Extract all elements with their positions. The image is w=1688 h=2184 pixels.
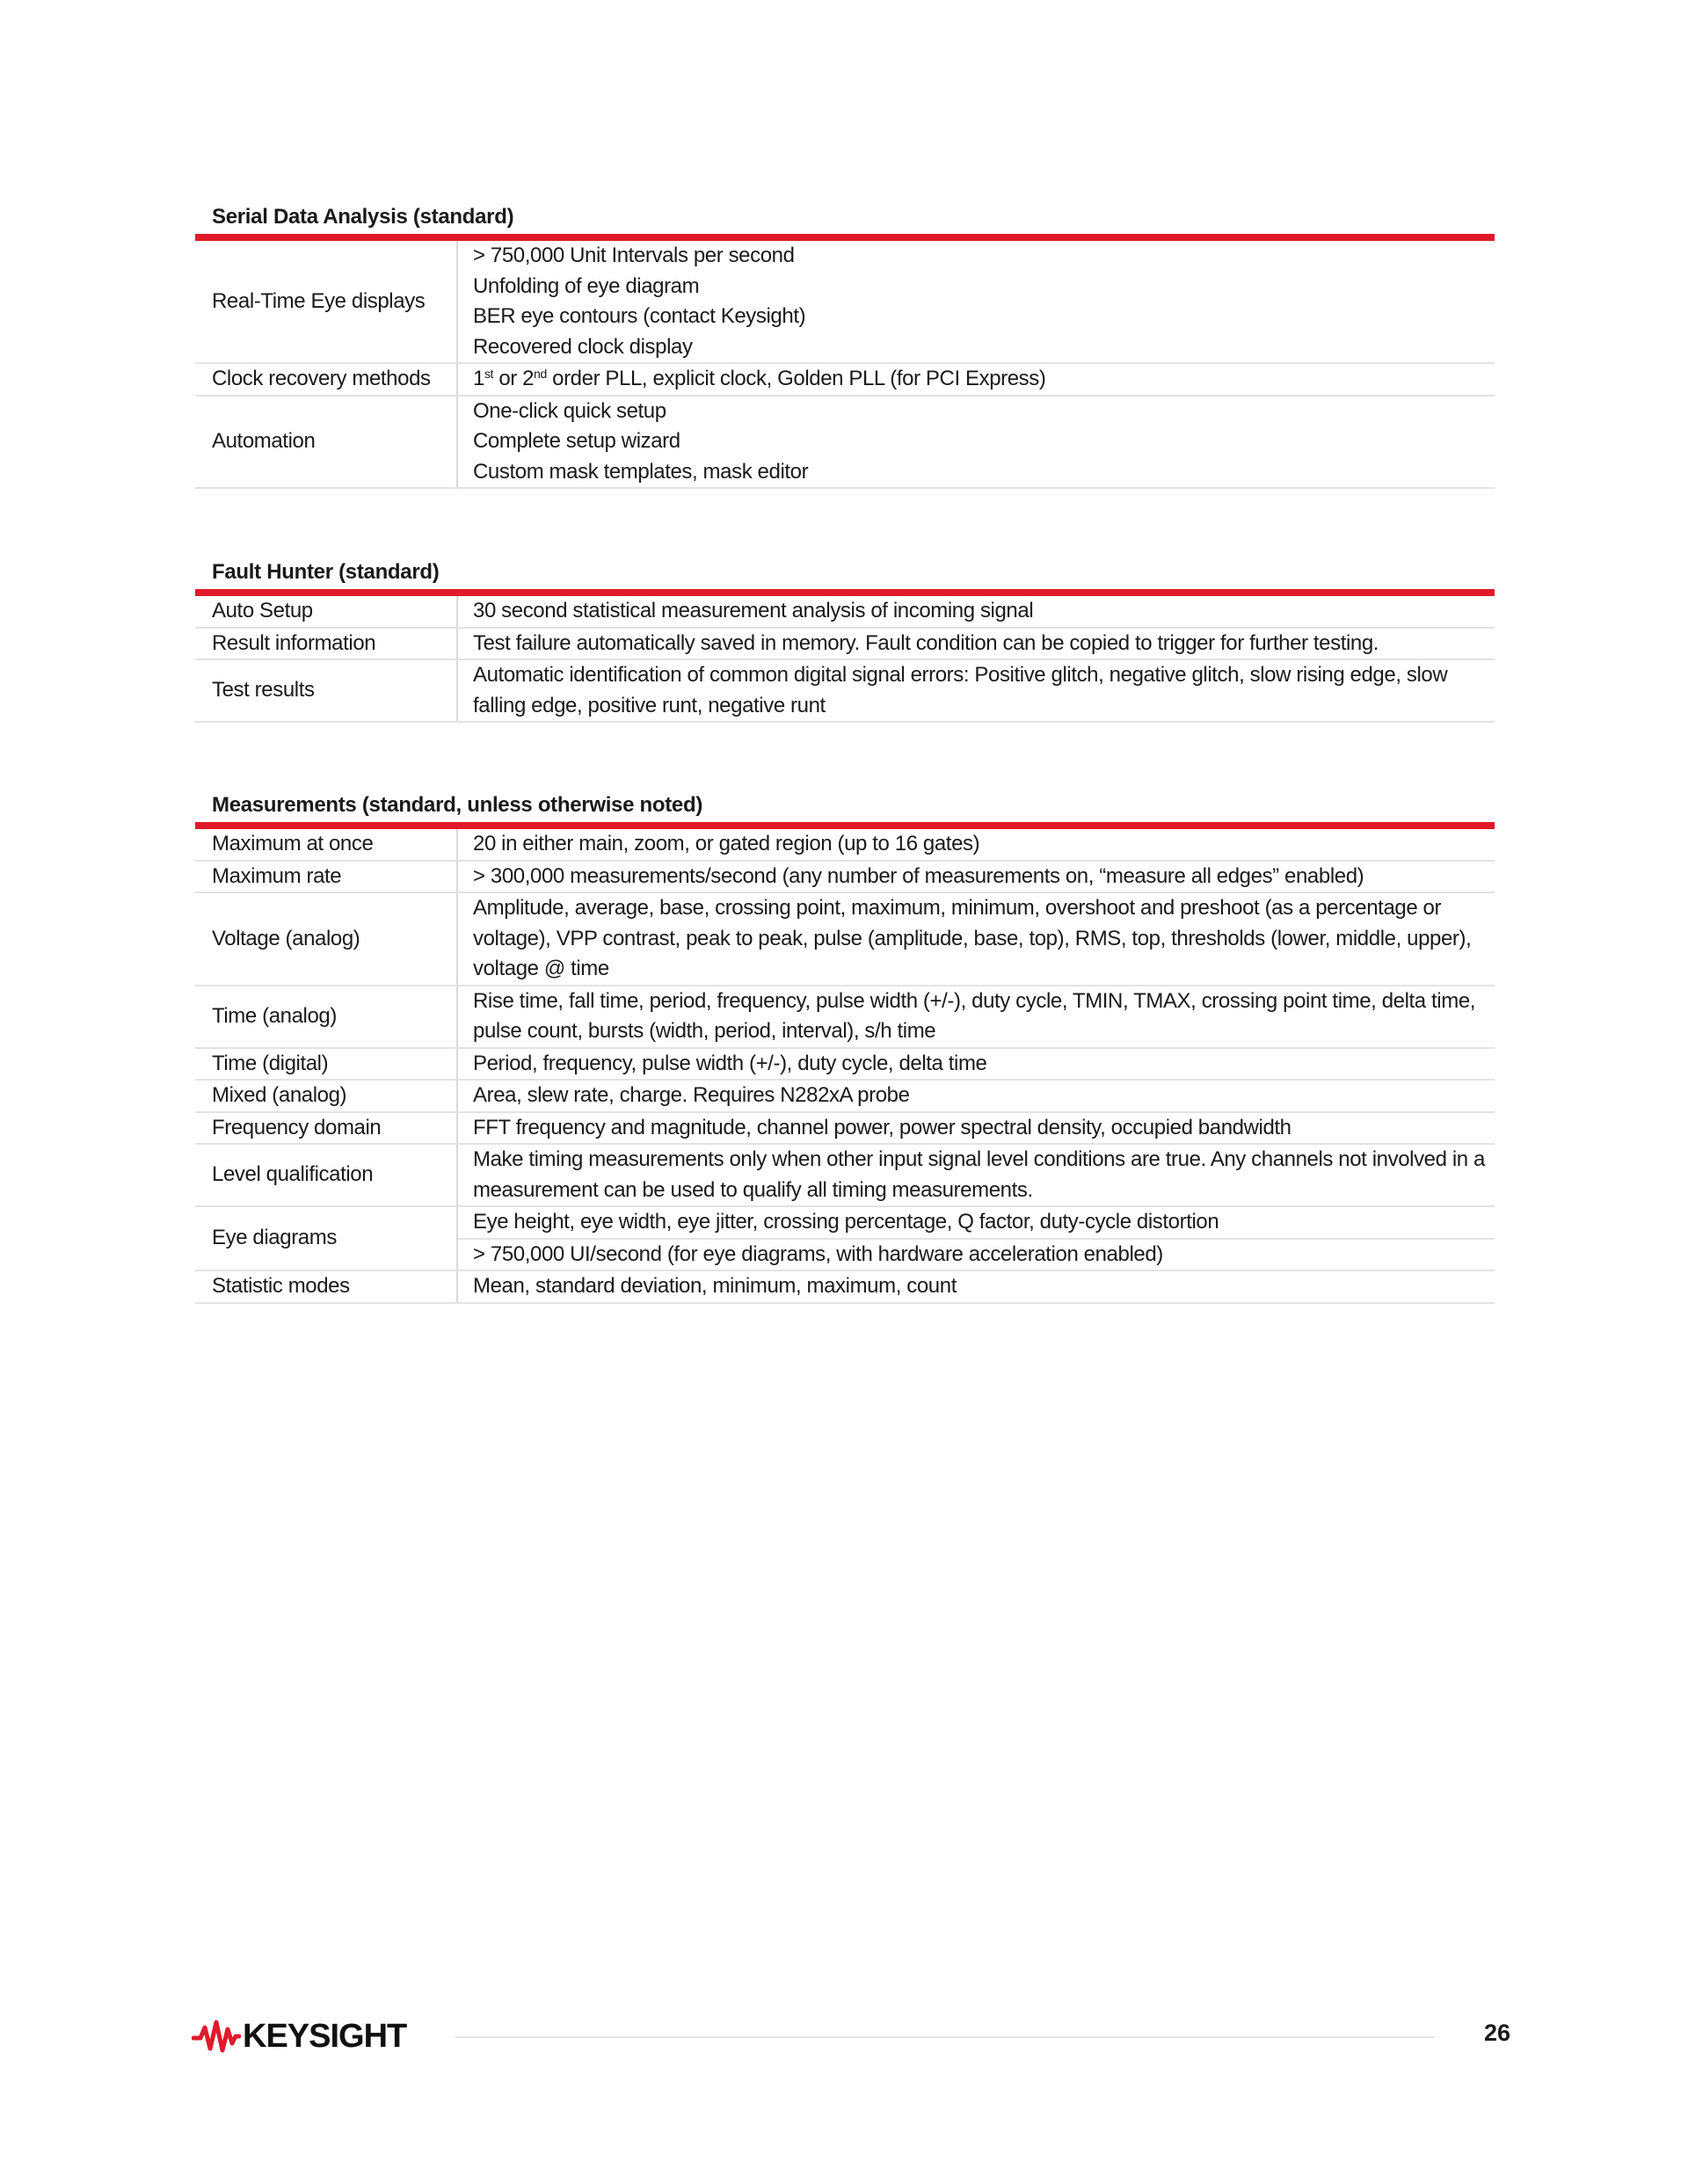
value-line: BER eye contours (contact Keysight): [473, 304, 806, 328]
section-divider: [195, 822, 1495, 829]
table-row: [195, 986, 1495, 1048]
row-label: Result information: [195, 628, 457, 660]
section-title: Measurements (standard, unless otherwise noted): [212, 793, 703, 817]
row-label: Eye diagrams: [195, 1206, 457, 1270]
row-label: Statistic modes: [195, 1270, 457, 1303]
row-value: FFT frequency and magnitude, channel power, power spectral density, occupied bandwidth: [457, 1112, 1495, 1145]
row-label: Auto Setup: [195, 596, 457, 628]
keysight-logo: [192, 2017, 406, 2056]
row-value: > 750,000 UI/second (for eye diagrams, with hardware acceleration enabled): [457, 1239, 1495, 1271]
row-label: Test results: [195, 659, 457, 722]
row-label: Time (analog): [195, 986, 457, 1048]
table-row: [195, 861, 1495, 893]
row-value: Area, slew rate, charge. Requires N282xA probe: [457, 1080, 1495, 1112]
footer-divider: [455, 2036, 1435, 2038]
measurements-section: [195, 792, 1495, 1304]
value-text: order PLL, explicit clock, Golden PLL (for PCI Express): [546, 367, 1046, 390]
row-value: Amplitude, average, base, crossing point, maximum, minimum, overshoot and preshoot (as a percentage or voltage), VPP contrast, peak to peak, pulse (amplitude, base, top), RMS, top, thresholds (lower, middle, upper), voltage @ time: [457, 892, 1495, 986]
row-value: [457, 241, 1495, 363]
row-label: Maximum at once: [195, 829, 457, 861]
row-label: Clock recovery methods: [195, 363, 457, 396]
value-line: Recovered clock display: [473, 334, 693, 359]
superscript: nd: [534, 367, 547, 381]
table-row: [195, 1080, 1495, 1112]
page-number: 26: [1483, 2020, 1510, 2046]
table-row: [195, 628, 1495, 660]
table-row: [195, 241, 1495, 363]
value-text: or 2: [493, 367, 535, 390]
table-row: [195, 1048, 1495, 1081]
table-row: [195, 363, 1495, 396]
section-divider: [195, 234, 1495, 241]
row-label: Voltage (analog): [195, 892, 457, 986]
row-label: Real-Time Eye displays: [195, 241, 457, 363]
section-title: Serial Data Analysis (standard): [212, 205, 514, 229]
row-value: Test failure automatically saved in memory. Fault condition can be copied to trigger for further testing.: [457, 628, 1495, 660]
section-title: Fault Hunter (standard): [212, 560, 440, 584]
row-value: [457, 396, 1495, 489]
table-row: [195, 1206, 1495, 1239]
fault-hunter-table: [195, 596, 1495, 723]
value-line: Unfolding of eye diagram: [473, 273, 700, 298]
row-label: Time (digital): [195, 1048, 457, 1081]
row-value: Rise time, fall time, period, frequency, pulse width (+/-), duty cycle, TMIN, TMAX, crossing point time, delta time, pulse count, bursts (width, period, interval), s/h time: [457, 986, 1495, 1048]
table-row: [195, 1270, 1495, 1303]
fault-hunter-section: [195, 559, 1495, 723]
table-row: [195, 829, 1495, 861]
value-line: One-click quick setup: [473, 398, 666, 423]
row-label: Maximum rate: [195, 861, 457, 893]
serial-data-analysis-section: [195, 204, 1495, 489]
table-row: [195, 892, 1495, 986]
table-row: [195, 1144, 1495, 1206]
table-row: [195, 659, 1495, 722]
measurements-table: [195, 829, 1495, 1304]
value-text: 1: [473, 367, 484, 390]
row-label: Level qualification: [195, 1144, 457, 1206]
row-label: Mixed (analog): [195, 1080, 457, 1112]
value-line: Complete setup wizard: [473, 429, 680, 453]
brand-name: KEYSIGHT: [243, 2017, 407, 2055]
row-value: Eye height, eye width, eye jitter, crossing percentage, Q factor, duty-cycle distortion: [457, 1206, 1495, 1239]
row-value: [457, 363, 1495, 396]
value-line: Custom mask templates, mask editor: [473, 459, 809, 484]
keysight-wave-icon: [192, 2017, 241, 2056]
superscript: st: [484, 367, 494, 381]
row-value: Automatic identification of common digital signal errors: Positive glitch, negative glitch, slow rising edge, slow falling edge, positive runt, negative runt: [457, 659, 1495, 722]
table-row: [195, 596, 1495, 628]
row-value: > 300,000 measurements/second (any number of measurements on, “measure all edges” enabled): [457, 861, 1495, 893]
table-row: [195, 1112, 1495, 1145]
table-row: [195, 396, 1495, 489]
serial-data-table: [195, 241, 1495, 489]
row-value: Make timing measurements only when other input signal level conditions are true. Any channels not involved in a measurement can be used to qualify all timing measurements.: [457, 1144, 1495, 1206]
row-value: Mean, standard deviation, minimum, maximum, count: [457, 1270, 1495, 1303]
row-value: 30 second statistical measurement analysis of incoming signal: [457, 596, 1495, 628]
row-label: Frequency domain: [195, 1112, 457, 1145]
row-value: Period, frequency, pulse width (+/-), duty cycle, delta time: [457, 1048, 1495, 1081]
row-label: Automation: [195, 396, 457, 489]
row-value: 20 in either main, zoom, or gated region (up to 16 gates): [457, 829, 1495, 861]
value-line: > 750,000 Unit Intervals per second: [473, 244, 795, 267]
section-divider: [195, 589, 1495, 596]
